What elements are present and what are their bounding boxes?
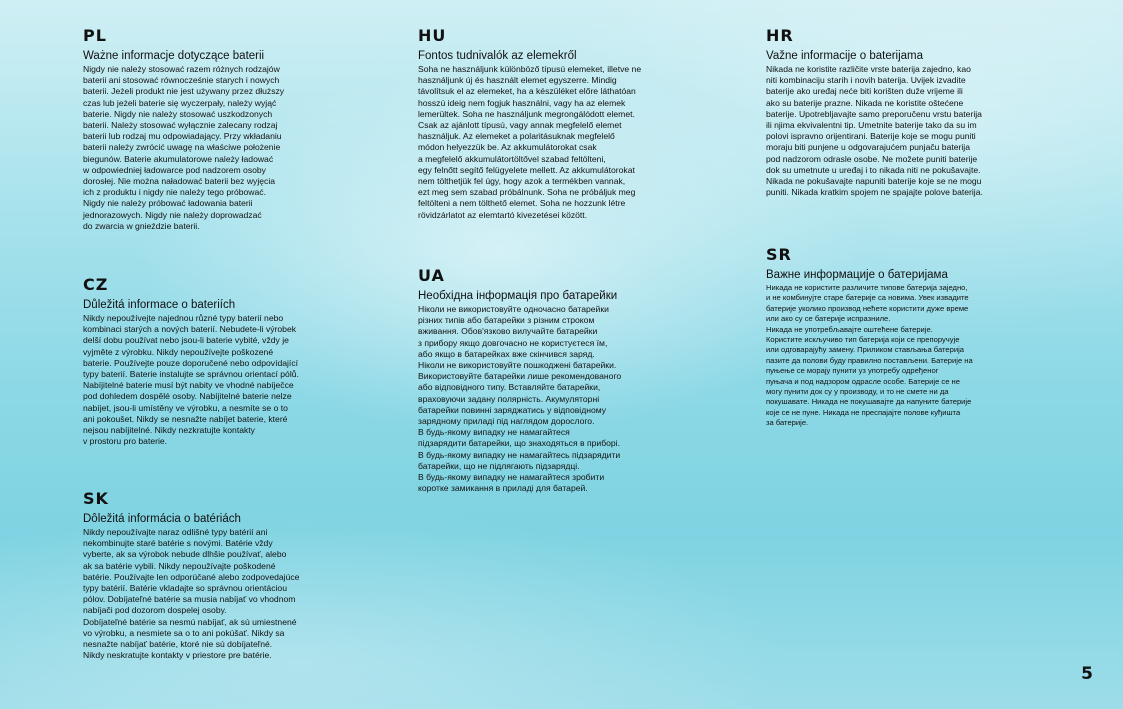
body-line: feltölteni a nem tölthető elemet. Soha ne hozzunk létre [418, 198, 626, 209]
body-line: pod nadzorom odrasle osobe. Ne možete puniti baterije [766, 153, 978, 164]
language-code: CZ [83, 275, 109, 294]
body-line: ili njima ekvivalentni tip. Umetnite baterije tako da su im [766, 120, 977, 131]
body-line: vo výrobku, a nesmiete sa o to ani pokúšať. Nikdy sa [83, 627, 285, 638]
body-line: nesnažte nabíjať batérie, ktoré nie sú dobíjateľné. [83, 639, 273, 650]
section-hu [418, 27, 718, 221]
body-line: nem tölthetjük fel úgy, hogy azok a termékben vannak, [418, 176, 626, 187]
body-line: Ніколи не використовуйте пошкоджені батарейки. [418, 360, 617, 371]
section-body [83, 313, 383, 447]
body-line: niti kombinaciju starih i novih baterija. Uvijek izvadite [766, 75, 966, 86]
body-line: használjuk. Az elemeket a polaritásuknak megfelelő [418, 131, 615, 142]
section-heading: Dôležitá informácia o batériách [83, 513, 241, 525]
section-body [418, 304, 718, 494]
body-line: Nikdy neskratujte kontakty v priestore pre batérie. [83, 650, 272, 661]
section-sr [766, 246, 1066, 429]
body-line: коротке замикання в приладі для батарей. [418, 483, 588, 494]
body-line: різних типів або батарейки з різним строком [418, 315, 595, 326]
body-line: nabíjači pod dozorom dospelej osoby. [83, 605, 227, 616]
language-code: UA [418, 266, 445, 285]
body-line: Dobíjateľné batérie sa nesmú nabíjať, ak sú umiestnené [83, 616, 297, 627]
section-body [83, 64, 383, 232]
body-line: baterie. Nigdy nie należy stosować uszkodzonych [83, 108, 273, 119]
body-line: hosszú ideig nem fogjuk használni, vagy ha az elemek [418, 97, 626, 108]
body-line: В будь-якому випадку не намагайтеся зробити [418, 472, 605, 483]
body-line: Никада не употребљавајте оштећене батерије. [766, 324, 933, 334]
body-line: које се не пуне. Никада не преспајајте полове куђишта [766, 407, 961, 417]
body-line: ani pokoušet. Nikdy se nesnažte nabíjet baterie, které [83, 413, 288, 424]
body-line: Nikdy nepoužívejte najednou různé typy baterií nebo [83, 313, 284, 323]
section-body [418, 64, 718, 221]
body-line: ich z produktu i nigdy nie należy tego próbować. [83, 187, 266, 198]
body-line: jednorazowych. Nigdy nie należy doprowadzać [83, 209, 262, 220]
body-line: В будь-якому випадку не намагайтесь підзарядити [418, 449, 621, 460]
body-line: підзарядити батарейки, що знаходяться в приборі. [418, 438, 620, 449]
body-line: baterii ani stosować równocześnie starych i nowych [83, 75, 280, 86]
body-line: В будь-якому випадку не намагайтеся [418, 427, 570, 438]
section-heading: Ważne informacje dotyczące baterii [83, 50, 265, 62]
section-heading: Fontos tudnivalók az elemekről [418, 50, 577, 62]
body-line: baterie. Používejte pouze doporučené nebo odpovídající [83, 357, 298, 368]
body-line: egy felnőtt segítő felügyelete mellett. Az akkumulátorokat [418, 164, 635, 175]
body-line: módon helyezzük be. Az akkumulátorokat csak [418, 142, 597, 153]
language-code: HU [418, 26, 447, 45]
body-line: зарядному приладі під наглядом дорослого. [418, 416, 595, 427]
body-line: батарейки, що не підлягають підзарядці. [418, 460, 580, 471]
section-heading: Необхідна інформація про батарейки [418, 290, 618, 302]
body-line: або якщо в батарейках вже скінчився заряд. [418, 348, 595, 359]
body-line: használjunk új és használt elemet egyszerre. Mindig [418, 75, 617, 86]
body-line: czas lub jeżeli baterie się wyczerpały, należy wyjąć [83, 97, 277, 108]
body-line: pod dohledem dospělé osoby. Nabíjitelné baterie nelze [83, 391, 292, 402]
body-line: baterii lub rodzaj mu odpowiadający. Przy wkładaniu [83, 131, 282, 142]
body-line: baterii. Należy stosować wyłącznie zalecany rodzaj [83, 120, 278, 131]
body-line: батерије уколико производ нећете користити дуже време [766, 303, 969, 313]
body-line: и не комбинујте старе батерије са новима. Увек извадите [766, 293, 969, 303]
body-line: nabíjet, jsou-li umístěny ve výrobku, a nesmíte se o to [83, 402, 288, 413]
body-line: puniti. Nikada kratkim spojem ne spajajte polove baterija. [766, 187, 983, 198]
body-line: могу пунити док су у производу, и то не смете ни да [766, 387, 949, 397]
body-line: delší dobu používat nebo jsou-li baterie vybité, vždy je [83, 335, 289, 346]
body-line: biegunów. Baterie akumulatorowe należy ładować [83, 153, 274, 164]
body-line: dok su umetnute u uređaj i to nikada niti ne pokušavajte. [766, 164, 981, 175]
language-code: HR [766, 26, 794, 45]
language-code: SR [766, 245, 792, 264]
section-heading: Važne informacije o baterijama [766, 50, 924, 62]
body-line: Никада не користите различите типове батерија заједно, [766, 283, 968, 292]
body-line: покушавате. Никада не покушавајте да напуните батерије [766, 397, 972, 407]
body-line: kombinaci starých a nových baterií. Nebudete-li výrobek [83, 324, 297, 335]
section-body [766, 64, 1066, 198]
body-line: з прибору якщо довгочасно не користуєтеся їм, [418, 337, 608, 348]
body-line: távolítsuk el az elemeket, ha a készüléket előre láthatóan [418, 86, 636, 97]
body-line: Користите искључиво тип батерија који се препоручује [766, 335, 960, 345]
body-line: baterije ako uređaj neće biti korišten duže vrijeme ili [766, 86, 963, 97]
body-line: lemerültek. Soha ne használjunk megrongálódott elemet. [418, 108, 635, 119]
body-line: Nabíjitelné baterie musí být nabity ve vhodné nabíječce [83, 380, 294, 391]
body-line: или ако су се батерије испразниле. [766, 314, 891, 324]
body-line: nejsou nabíjitelné. Nikdy nezkratujte kontakty [83, 425, 255, 436]
body-line: Nigdy nie należy stosować razem różnych rodzajów [83, 64, 280, 74]
section-hr [766, 27, 1066, 198]
body-line: ezt meg sem szabad próbálnunk. Soha ne próbáljuk meg [418, 187, 636, 198]
body-line: Ніколи не використовуйте одночасно батарейки [418, 304, 609, 314]
body-line: или одговарајућу замену. Приликом стављања батерија [766, 345, 965, 355]
body-line: nekombinujte staré batérie s novými. Batérie vždy [83, 538, 273, 549]
section-pl [83, 27, 383, 232]
body-line: Soha ne használjunk különböző típusú elemeket, illetve ne [418, 64, 642, 74]
section-heading: Důležitá informace o bateriích [83, 299, 236, 311]
body-line: baterije. Upotrebljavajte samo preporučenu vrstu baterija [766, 108, 982, 119]
body-line: baterii należy zwrócić uwagę na właściwe położenie [83, 142, 281, 153]
body-line: a megfelelő akkumulátortöltővel szabad feltölteni, [418, 153, 606, 164]
body-line: Csak az ajánlott típusú, vagy annak megfelelő elemet [418, 120, 622, 131]
body-line: typy batérií. Batérie vkladajte so správnou orientáciou [83, 583, 287, 594]
body-line: пазите да полови буду правилно постављени. Батерије на [766, 355, 973, 365]
body-line: baterii. Jeżeli produkt nie jest używany przez dłuższy [83, 86, 285, 97]
body-line: Nikdy nepoužívajte naraz odlišné typy batérií ani [83, 527, 268, 537]
body-line: ak sa batérie vybili. Nikdy nepoužívajte poškodené [83, 560, 276, 571]
body-line: Використовуйте батарейки лише рекомендованого [418, 371, 622, 382]
body-line: w odpowiedniej ładowarce pod nadzorem osoby [83, 164, 266, 175]
body-line: vyjměte z výrobku. Nikdy nepoužívejte poškozené [83, 346, 274, 357]
body-line: moraju biti punjene u odgovarajućem punjaču baterija [766, 142, 970, 153]
body-line: вживання. Обов'язково вилучайте батарейки [418, 326, 598, 337]
body-line: за батерије. [766, 418, 809, 428]
body-line: rövidzárlatot az elemtartó kivezetései között. [418, 209, 588, 220]
section-cz [83, 276, 383, 447]
section-heading: Важне информације о батеријама [766, 269, 948, 281]
body-line: vyberte, ak sa výrobok nebude dlhšie používať, alebo [83, 549, 287, 560]
body-line: враховуючи задану полярність. Акумуляторні [418, 393, 600, 404]
body-line: пуњење се морају пунити уз употребу одређеног [766, 366, 939, 376]
body-line: dorosłej. Nie można naładować baterii bez wyjęcia [83, 176, 276, 187]
body-line: batérie. Používajte len odporúčané alebo zodpovedajúce [83, 571, 300, 582]
section-sk [83, 490, 383, 661]
section-ua [418, 267, 718, 494]
body-line: Nikada ne pokušavajte napuniti baterije koje se ne mogu [766, 176, 982, 187]
body-line: батарейки повинні заряджатись у відповідному [418, 404, 607, 415]
body-line: do zwarcia w gnieździe baterii. [83, 220, 200, 231]
body-line: pólov. Dobíjateľné batérie sa musia nabíjať vo vhodnom [83, 594, 296, 605]
page-number: 5 [1081, 664, 1093, 684]
body-line: або відповідного типу. Вставляйте батарейки, [418, 382, 601, 393]
body-line: Nikada ne koristite različite vrste baterija zajedno, kao [766, 64, 971, 74]
section-body [766, 283, 1066, 429]
language-code: SK [83, 489, 109, 508]
body-line: v prostoru pro baterie. [83, 436, 168, 447]
body-line: пуњача и под надзором одрасле особе. Батерије се не [766, 376, 960, 386]
body-line: polovi ispravno orijentirani. Baterije koje se mogu puniti [766, 131, 976, 142]
body-line: typy baterií. Baterie instalujte se správnou orientací pólů. [83, 369, 299, 380]
body-line: ako su baterije prazne. Nikada ne koristite oštećene [766, 97, 964, 108]
section-body [83, 527, 383, 661]
body-line: Nigdy nie należy próbować ładowania baterii [83, 198, 253, 209]
language-code: PL [83, 26, 107, 45]
